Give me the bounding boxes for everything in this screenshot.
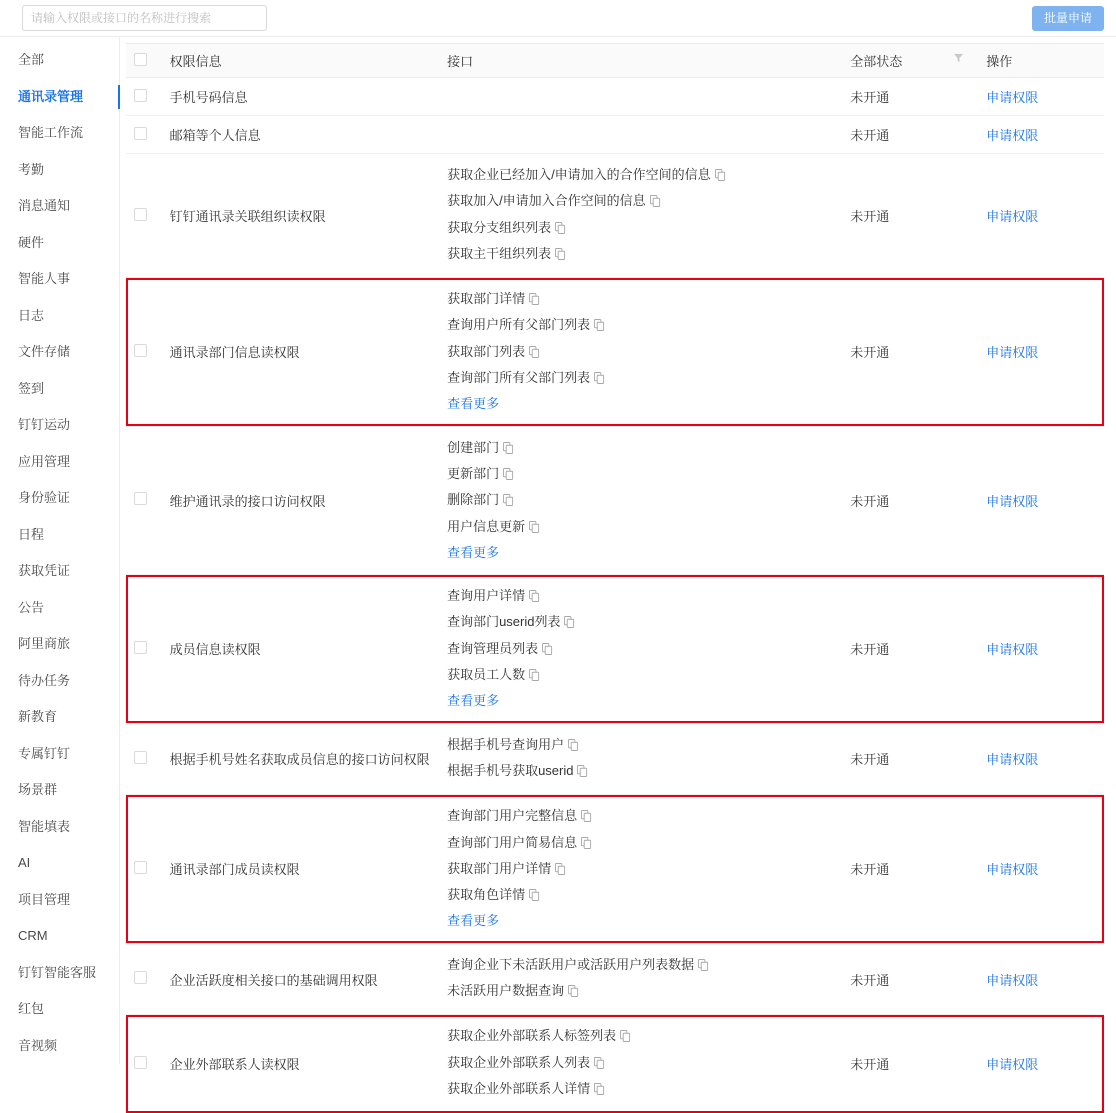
sidebar-item-5[interactable]: 硬件 — [18, 234, 45, 250]
row-checkbox[interactable] — [134, 127, 147, 140]
sidebar-item-24[interactable]: CRM — [18, 928, 48, 943]
api-list-cell — [439, 278, 842, 426]
table-row — [126, 575, 1104, 723]
action-cell — [978, 426, 1104, 574]
copy-icon[interactable] — [594, 1053, 605, 1077]
permission-name-cell: 邮箱等个人信息 — [162, 116, 439, 154]
api-item — [447, 883, 834, 909]
action-cell — [978, 78, 1104, 116]
page-body — [0, 36, 1116, 1113]
table-row — [126, 154, 1104, 278]
copy-icon[interactable] — [503, 490, 514, 514]
api-item — [447, 366, 834, 392]
sidebar-item-27[interactable]: 音视频 — [18, 1037, 58, 1053]
status-cell: 未开通 — [842, 278, 978, 426]
category-sidebar — [0, 37, 120, 1064]
row-select-cell — [126, 278, 162, 426]
api-label: 获取员工人数 — [447, 667, 526, 683]
sidebar-item-21[interactable]: 智能填表 — [18, 818, 71, 834]
api-item — [447, 287, 834, 313]
sidebar-item-3[interactable]: 考勤 — [18, 161, 45, 177]
permission-table-wrap — [120, 37, 1116, 1113]
permission-name-cell: 成员信息读权限 — [162, 575, 439, 723]
copy-icon[interactable] — [620, 1026, 631, 1050]
copy-icon[interactable] — [698, 955, 709, 979]
table-row — [126, 723, 1104, 795]
header-status-label: 全部状态 — [850, 54, 903, 69]
api-label: 查询用户详情 — [447, 588, 526, 604]
batch-apply-button[interactable]: 批量申请 — [1032, 6, 1104, 31]
sidebar-item-9[interactable]: 签到 — [18, 380, 45, 396]
row-select-cell — [126, 1015, 162, 1113]
row-select-cell — [126, 154, 162, 278]
row-checkbox[interactable] — [134, 492, 147, 505]
sidebar-item-10[interactable]: 钉钉运动 — [18, 417, 71, 432]
row-checkbox[interactable] — [134, 751, 147, 764]
action-cell — [978, 116, 1104, 154]
status-cell: 未开通 — [842, 426, 978, 574]
api-label: 查询部门用户完整信息 — [447, 808, 578, 824]
copy-icon[interactable] — [529, 885, 540, 909]
sidebar-item-12[interactable]: 身份验证 — [18, 490, 71, 505]
row-select-cell — [126, 78, 162, 116]
view-more-link[interactable]: 查看更多 — [447, 396, 500, 412]
copy-icon[interactable] — [594, 368, 605, 392]
sidebar-item-7[interactable]: 日志 — [18, 307, 45, 323]
permission-name-cell: 通讯录部门信息读权限 — [162, 278, 439, 426]
permission-name-cell: 维护通讯录的接口访问权限 — [162, 426, 439, 574]
permission-table-body — [126, 78, 1104, 1113]
row-select-cell — [126, 426, 162, 574]
api-label: 获取部门详情 — [447, 291, 526, 307]
api-label: 获取企业外部联系人详情 — [447, 1080, 591, 1096]
api-label: 获取部门列表 — [447, 343, 526, 359]
table-row — [126, 943, 1104, 1015]
select-all-checkbox[interactable] — [134, 53, 147, 66]
api-item — [447, 462, 834, 488]
copy-icon[interactable] — [650, 191, 661, 215]
api-list-cell — [439, 78, 842, 116]
sidebar-item-20[interactable]: 场景群 — [18, 782, 58, 797]
copy-icon[interactable] — [568, 981, 579, 1005]
api-item — [447, 1077, 834, 1103]
copy-icon[interactable] — [503, 438, 514, 462]
header-permission: 权限信息 — [162, 44, 439, 78]
api-list-cell — [439, 116, 842, 154]
table-row — [126, 795, 1104, 943]
view-more-link[interactable]: 查看更多 — [447, 913, 500, 929]
api-label: 查询部门用户简易信息 — [447, 834, 578, 850]
status-cell: 未开通 — [842, 723, 978, 795]
api-item — [447, 436, 834, 462]
api-label: 查询用户所有父部门列表 — [447, 317, 591, 333]
sidebar-item-13[interactable]: 日程 — [18, 526, 45, 542]
api-label: 查询企业下未活跃用户或活跃用户列表数据 — [447, 956, 695, 972]
row-select-cell — [126, 795, 162, 943]
api-item — [447, 733, 834, 759]
api-label: 获取分支组织列表 — [447, 219, 552, 235]
action-cell — [978, 1015, 1104, 1113]
api-item — [447, 313, 834, 339]
apply-permission-link[interactable]: 申请权限 — [986, 345, 1039, 361]
top-toolbar — [0, 0, 1116, 36]
row-checkbox[interactable] — [134, 89, 147, 102]
row-select-cell — [126, 575, 162, 723]
api-label: 获取加入/申请加入合作空间的信息 — [447, 193, 646, 209]
status-cell: 未开通 — [842, 795, 978, 943]
copy-icon[interactable] — [529, 517, 540, 541]
api-item — [447, 216, 834, 242]
row-select-cell — [126, 943, 162, 1015]
api-item — [447, 163, 834, 189]
row-checkbox[interactable] — [134, 208, 147, 221]
api-label: 根据手机号获取userid — [447, 762, 574, 778]
api-label: 删除部门 — [447, 492, 500, 508]
sidebar-item-25[interactable]: 钉钉智能客服 — [18, 964, 97, 980]
sidebar-item-2[interactable]: 智能工作流 — [18, 125, 84, 140]
permission-name-cell: 手机号码信息 — [162, 78, 439, 116]
sidebar-item-16[interactable]: 阿里商旅 — [18, 636, 71, 651]
row-checkbox[interactable] — [134, 861, 147, 874]
status-cell: 未开通 — [842, 575, 978, 723]
api-item — [447, 1024, 834, 1050]
permission-name-cell: 企业活跃度相关接口的基础调用权限 — [162, 943, 439, 1015]
api-list-cell — [439, 1015, 842, 1113]
sidebar-item-23[interactable]: 项目管理 — [18, 891, 71, 907]
api-list-cell — [439, 943, 842, 1015]
header-action: 操作 — [978, 44, 1104, 78]
api-label: 更新部门 — [447, 465, 500, 481]
filter-icon[interactable] — [953, 51, 964, 66]
copy-icon[interactable] — [555, 859, 566, 883]
api-list-cell — [439, 575, 842, 723]
api-item — [447, 831, 834, 857]
view-more-link[interactable]: 查看更多 — [447, 693, 500, 709]
api-item — [447, 515, 834, 541]
apply-permission-link[interactable]: 申请权限 — [986, 90, 1039, 105]
table-header-row — [126, 44, 1104, 78]
api-label: 查询部门所有父部门列表 — [447, 370, 591, 386]
search-input[interactable] — [22, 5, 267, 31]
api-item — [447, 1051, 834, 1077]
api-label: 查询部门userid列表 — [447, 614, 561, 630]
row-checkbox[interactable] — [134, 641, 147, 654]
api-item — [447, 610, 834, 636]
api-label: 获取企业外部联系人标签列表 — [447, 1028, 617, 1044]
api-item — [447, 189, 834, 215]
api-item — [447, 804, 834, 830]
action-cell — [978, 795, 1104, 943]
api-item — [447, 953, 834, 979]
copy-icon[interactable] — [555, 244, 566, 268]
api-label: 查询管理员列表 — [447, 640, 539, 656]
row-checkbox[interactable] — [134, 971, 147, 984]
table-row — [126, 1015, 1104, 1113]
copy-icon[interactable] — [581, 806, 592, 830]
table-row — [126, 278, 1104, 426]
api-item — [447, 584, 834, 610]
status-cell: 未开通 — [842, 78, 978, 116]
table-row — [126, 116, 1104, 154]
apply-permission-link[interactable]: 申请权限 — [986, 972, 1039, 988]
table-row — [126, 78, 1104, 116]
api-item — [447, 857, 834, 883]
api-list-cell — [439, 426, 842, 574]
copy-icon[interactable] — [529, 665, 540, 689]
api-item — [447, 340, 834, 366]
header-select-all — [126, 44, 162, 78]
action-cell — [978, 278, 1104, 426]
copy-icon[interactable] — [594, 1079, 605, 1103]
copy-icon[interactable] — [581, 833, 592, 857]
apply-permission-link[interactable]: 申请权限 — [986, 642, 1039, 658]
api-label: 获取企业外部联系人列表 — [447, 1054, 591, 1070]
action-cell — [978, 943, 1104, 1015]
api-list-cell — [439, 795, 842, 943]
sidebar-item-15[interactable]: 公告 — [18, 599, 45, 615]
sidebar-item-22[interactable]: AI — [18, 855, 31, 870]
action-cell — [978, 723, 1104, 795]
sidebar-item-4[interactable]: 消息通知 — [18, 198, 71, 213]
api-label: 创建部门 — [447, 439, 500, 455]
header-status — [842, 44, 978, 78]
api-item — [447, 759, 834, 785]
apply-permission-link[interactable]: 申请权限 — [986, 209, 1039, 225]
api-label: 根据手机号查询用户 — [447, 736, 565, 752]
apply-permission-link[interactable]: 申请权限 — [986, 752, 1039, 768]
api-item — [447, 979, 834, 1005]
sidebar-item-18[interactable]: 新教育 — [18, 709, 58, 724]
sidebar-item-1[interactable]: 通讯录管理 — [0, 79, 119, 116]
apply-permission-link[interactable]: 申请权限 — [986, 1057, 1039, 1073]
copy-icon[interactable] — [529, 586, 540, 610]
copy-icon[interactable] — [568, 735, 579, 759]
api-item — [447, 488, 834, 514]
apply-permission-link[interactable]: 申请权限 — [986, 862, 1039, 878]
row-checkbox[interactable] — [134, 344, 147, 357]
api-label: 未活跃用户数据查询 — [447, 983, 565, 999]
api-item — [447, 637, 834, 663]
row-checkbox[interactable] — [134, 1056, 147, 1069]
sidebar-item-6[interactable]: 智能人事 — [18, 271, 71, 286]
copy-icon[interactable] — [542, 639, 553, 663]
action-cell — [978, 154, 1104, 278]
sidebar-item-8[interactable]: 文件存储 — [18, 344, 71, 359]
api-list-cell — [439, 154, 842, 278]
apply-permission-link[interactable]: 申请权限 — [986, 128, 1039, 143]
table-row — [126, 426, 1104, 574]
permission-name-cell: 企业外部联系人读权限 — [162, 1015, 439, 1113]
action-cell — [978, 575, 1104, 723]
api-label: 获取主干组织列表 — [447, 245, 552, 261]
sidebar-item-0[interactable]: 全部 — [18, 52, 45, 67]
permission-name-cell: 钉钉通讯录关联组织读权限 — [162, 154, 439, 278]
permission-table — [126, 43, 1104, 1113]
status-cell: 未开通 — [842, 116, 978, 154]
copy-icon[interactable] — [564, 612, 575, 636]
sidebar-item-11[interactable]: 应用管理 — [18, 453, 71, 469]
permission-name-cell: 通讯录部门成员读权限 — [162, 795, 439, 943]
api-label: 获取角色详情 — [447, 887, 526, 903]
copy-icon[interactable] — [594, 315, 605, 339]
header-api: 接口 — [439, 44, 842, 78]
status-cell: 未开通 — [842, 154, 978, 278]
permission-name-cell: 根据手机号姓名获取成员信息的接口访问权限 — [162, 723, 439, 795]
api-label: 获取企业已经加入/申请加入的合作空间的信息 — [447, 167, 711, 182]
api-label: 获取部门用户详情 — [447, 860, 552, 876]
view-more-link[interactable]: 查看更多 — [447, 544, 500, 560]
sidebar-item-14[interactable]: 获取凭证 — [18, 563, 71, 578]
copy-icon[interactable] — [529, 342, 540, 366]
api-item — [447, 242, 834, 268]
api-list-cell — [439, 723, 842, 795]
sidebar-item-26[interactable]: 红包 — [18, 1001, 45, 1016]
copy-icon[interactable] — [577, 761, 588, 785]
api-label: 用户信息更新 — [447, 518, 526, 534]
status-cell: 未开通 — [842, 1015, 978, 1113]
copy-icon[interactable] — [503, 464, 514, 488]
row-select-cell — [126, 723, 162, 795]
row-select-cell — [126, 116, 162, 154]
copy-icon[interactable] — [529, 289, 540, 313]
api-item — [447, 663, 834, 689]
apply-permission-link[interactable]: 申请权限 — [986, 493, 1039, 509]
status-cell: 未开通 — [842, 943, 978, 1015]
sidebar-item-17[interactable]: 待办任务 — [18, 672, 71, 688]
copy-icon[interactable] — [715, 165, 726, 189]
copy-icon[interactable] — [555, 218, 566, 242]
sidebar-item-19[interactable]: 专属钉钉 — [18, 745, 71, 761]
